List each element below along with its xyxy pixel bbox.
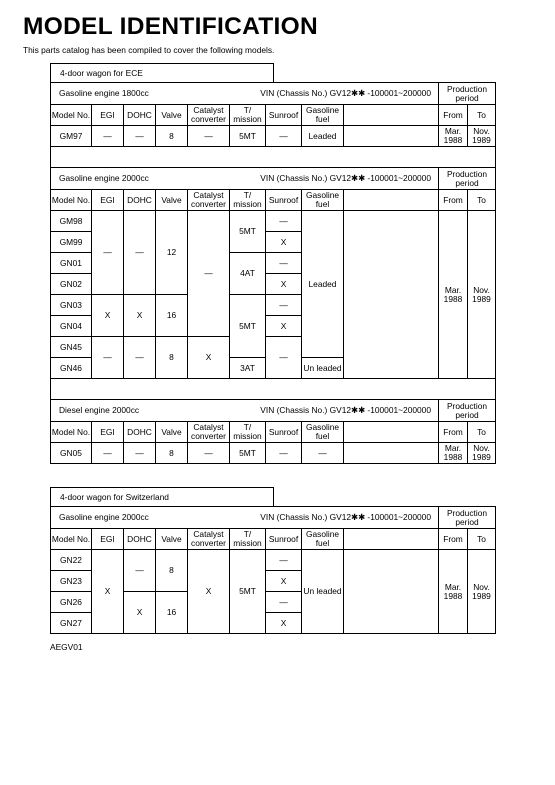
fuel-cell: Leaded (302, 126, 344, 147)
model-cell: GN01 (51, 253, 92, 274)
sunroof-cell: X (266, 613, 302, 634)
col-transmission: T/ mission (230, 105, 266, 126)
dohc-cell: — (124, 211, 156, 295)
sunroof-cell: — (266, 295, 302, 316)
col-to: To (468, 422, 496, 443)
col-to: To (468, 105, 496, 126)
col-from: From (439, 422, 468, 443)
col-catalyst: Catalyst converter (188, 422, 230, 443)
blank-cell (344, 126, 439, 147)
blank-cell (344, 443, 439, 464)
col-catalyst: Catalyst converter (188, 529, 230, 550)
egi-cell: — (92, 126, 124, 147)
production-period-header: Production period (439, 507, 496, 529)
sunroof-cell: — (266, 550, 302, 571)
model-cell: GN23 (51, 571, 92, 592)
to-cell: Nov. 1989 (468, 126, 496, 147)
sunroof-cell: — (266, 592, 302, 613)
catalyst-cell: — (188, 126, 230, 147)
model-cell: GN04 (51, 316, 92, 337)
ece-table (50, 82, 496, 464)
separator (51, 379, 496, 400)
model-cell: GN26 (51, 592, 92, 613)
valve-cell: 16 (156, 592, 188, 634)
page-subtitle: This parts catalog has been compiled to cover the following models. (23, 45, 275, 55)
valve-cell: 16 (156, 295, 188, 337)
section-gasoline-1800: Gasoline engine 1800cc (51, 83, 188, 105)
model-cell: GN22 (51, 550, 92, 571)
vin-label: VIN (Chassis No.) GV12✱✱ -100001~200000 (188, 83, 439, 105)
col-to: To (468, 529, 496, 550)
from-cell: Mar. 1988 (439, 550, 468, 634)
dohc-cell: X (124, 295, 156, 337)
section-gasoline-2000: Gasoline engine 2000cc (51, 507, 188, 529)
production-period-header: Production period (439, 400, 496, 422)
valve-cell: 8 (156, 443, 188, 464)
sunroof-cell: — (266, 211, 302, 232)
production-period-header: Production period (439, 168, 496, 190)
blank-cell (344, 550, 439, 634)
valve-cell: 12 (156, 211, 188, 295)
fuel-cell: Un leaded (302, 358, 344, 379)
col-catalyst: Catalyst converter (188, 190, 230, 211)
sunroof-cell: X (266, 571, 302, 592)
col-egi: EGI (92, 422, 124, 443)
to-cell: Nov. 1989 (468, 211, 496, 379)
to-cell: Nov. 1989 (468, 550, 496, 634)
from-cell: Mar. 1988 (439, 126, 468, 147)
col-sunroof: Sunroof (266, 105, 302, 126)
sunroof-cell: X (266, 232, 302, 253)
col-blank (344, 529, 439, 550)
col-egi: EGI (92, 529, 124, 550)
valve-cell: 8 (156, 337, 188, 379)
col-dohc: DOHC (124, 105, 156, 126)
model-cell: GN45 (51, 337, 92, 358)
document-code: AEGV01 (50, 642, 83, 652)
model-cell: GN46 (51, 358, 92, 379)
col-transmission: T/ mission (230, 422, 266, 443)
blank-cell (344, 211, 439, 379)
col-to: To (468, 190, 496, 211)
col-valve: Valve (156, 529, 188, 550)
col-transmission: T/ mission (230, 529, 266, 550)
sunroof-cell: — (266, 126, 302, 147)
col-valve: Valve (156, 105, 188, 126)
transmission-cell: 5MT (230, 211, 266, 253)
vin-label: VIN (Chassis No.) GV12✱✱ -100001~200000 (188, 507, 439, 529)
transmission-cell: 5MT (230, 295, 266, 358)
col-from: From (439, 529, 468, 550)
model-cell: GN02 (51, 274, 92, 295)
model-cell: GM99 (51, 232, 92, 253)
col-model: Model No. (51, 422, 92, 443)
section-gasoline-2000: Gasoline engine 2000cc (51, 168, 188, 190)
col-model: Model No. (51, 105, 92, 126)
from-cell: Mar. 1988 (439, 443, 468, 464)
col-transmission: T/ mission (230, 190, 266, 211)
catalyst-cell: X (188, 550, 230, 634)
transmission-cell: 4AT (230, 253, 266, 295)
valve-cell: 8 (156, 126, 188, 147)
sunroof-cell: X (266, 274, 302, 295)
dohc-cell: — (124, 337, 156, 379)
col-fuel: Gasoline fuel (302, 105, 344, 126)
model-cell: GM98 (51, 211, 92, 232)
col-blank (344, 422, 439, 443)
transmission-cell: 5MT (230, 550, 266, 634)
col-fuel: Gasoline fuel (302, 190, 344, 211)
transmission-cell: 5MT (230, 126, 266, 147)
switzerland-tab: 4-door wagon for Switzerland (50, 487, 274, 506)
vin-label: VIN (Chassis No.) GV12✱✱ -100001~200000 (188, 400, 439, 422)
col-sunroof: Sunroof (266, 190, 302, 211)
col-model: Model No. (51, 190, 92, 211)
model-cell: GM97 (51, 126, 92, 147)
col-blank (344, 190, 439, 211)
transmission-cell: 5MT (230, 443, 266, 464)
col-egi: EGI (92, 190, 124, 211)
sunroof-cell: — (266, 443, 302, 464)
col-fuel: Gasoline fuel (302, 422, 344, 443)
col-dohc: DOHC (124, 529, 156, 550)
model-cell: GN05 (51, 443, 92, 464)
col-sunroof: Sunroof (266, 422, 302, 443)
dohc-cell: — (124, 550, 156, 592)
ece-tab: 4-door wagon for ECE (50, 63, 274, 82)
col-fuel: Gasoline fuel (302, 529, 344, 550)
col-dohc: DOHC (124, 190, 156, 211)
fuel-cell: Leaded (302, 211, 344, 358)
col-from: From (439, 190, 468, 211)
catalyst-cell: — (188, 211, 230, 337)
transmission-cell: 3AT (230, 358, 266, 379)
col-valve: Valve (156, 422, 188, 443)
col-egi: EGI (92, 105, 124, 126)
col-sunroof: Sunroof (266, 529, 302, 550)
col-blank (344, 105, 439, 126)
fuel-cell: — (302, 443, 344, 464)
col-catalyst: Catalyst converter (188, 105, 230, 126)
col-dohc: DOHC (124, 422, 156, 443)
sunroof-cell: — (266, 253, 302, 274)
egi-cell: — (92, 443, 124, 464)
page-title: MODEL IDENTIFICATION (23, 13, 318, 40)
valve-cell: 8 (156, 550, 188, 592)
col-from: From (439, 105, 468, 126)
sunroof-cell: X (266, 316, 302, 337)
switzerland-table (50, 506, 496, 634)
egi-cell: — (92, 337, 124, 379)
separator (51, 147, 496, 168)
production-period-header: Production period (439, 83, 496, 105)
dohc-cell: — (124, 126, 156, 147)
egi-cell: — (92, 211, 124, 295)
egi-cell: X (92, 550, 124, 634)
sunroof-cell: — (266, 337, 302, 379)
catalyst-cell: X (188, 337, 230, 379)
catalyst-cell: — (188, 443, 230, 464)
dohc-cell: X (124, 592, 156, 634)
to-cell: Nov. 1989 (468, 443, 496, 464)
model-cell: GN03 (51, 295, 92, 316)
vin-label: VIN (Chassis No.) GV12✱✱ -100001~200000 (188, 168, 439, 190)
dohc-cell: — (124, 443, 156, 464)
fuel-cell: Un leaded (302, 550, 344, 634)
egi-cell: X (92, 295, 124, 337)
from-cell: Mar. 1988 (439, 211, 468, 379)
col-model: Model No. (51, 529, 92, 550)
model-cell: GN27 (51, 613, 92, 634)
col-valve: Valve (156, 190, 188, 211)
section-diesel-2000: Diesel engine 2000cc (51, 400, 188, 422)
